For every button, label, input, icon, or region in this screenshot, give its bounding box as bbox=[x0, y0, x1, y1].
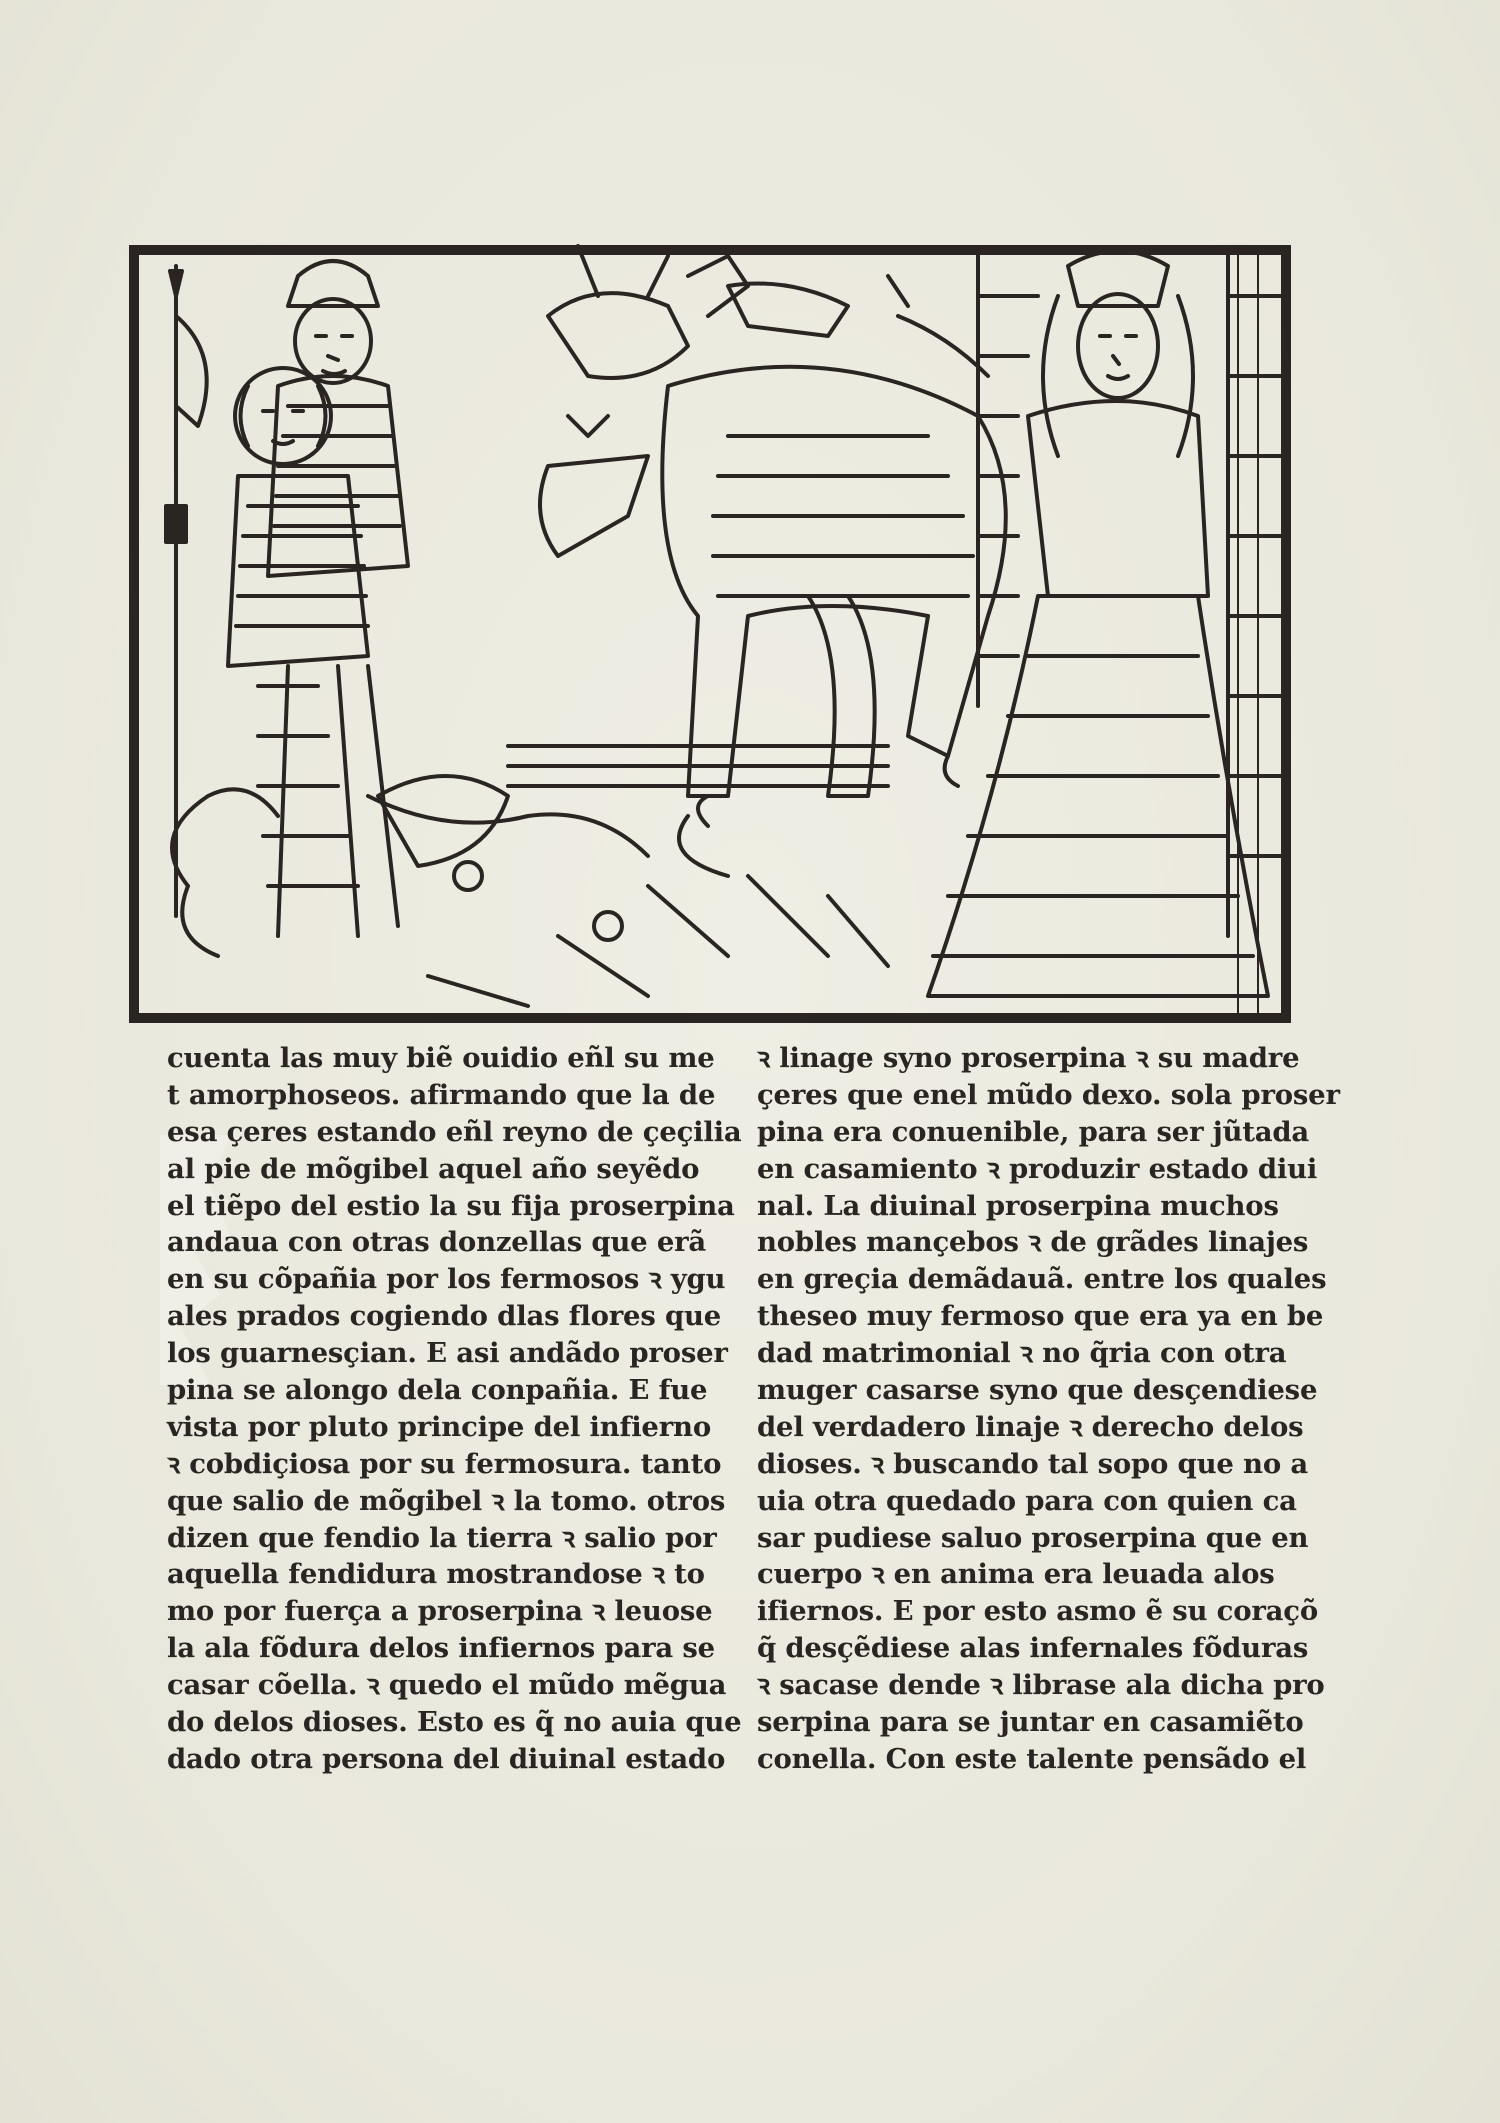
proserpina-face bbox=[1078, 294, 1158, 398]
text-line: el tiẽpo del estio la su fija proserpina bbox=[167, 1189, 735, 1222]
text-column-left bbox=[167, 1040, 742, 1778]
cerberus-head-right bbox=[728, 284, 848, 337]
text-line: uia otra quedado para con quien ca bbox=[757, 1484, 1297, 1517]
text-line: cuenta las muy biẽ ouidio eñl su me bbox=[167, 1042, 715, 1074]
text-line: en casamiento ꝛ produzir estado diui bbox=[757, 1152, 1318, 1185]
text-line: theseo muy fermoso que era ya en be bbox=[757, 1300, 1324, 1333]
woodcut-frame bbox=[134, 250, 1286, 1018]
halberd-blade bbox=[176, 316, 207, 426]
text-line: ꝛ linage syno proserpina ꝛ su madre bbox=[757, 1042, 1300, 1074]
proserpina-bodice bbox=[1028, 401, 1208, 596]
text-line: aquella fendidura mostrandose ꝛ to bbox=[167, 1558, 705, 1591]
text-line: dioses. ꝛ buscando tal sopo que no a bbox=[757, 1447, 1308, 1480]
text-line: esa çeres estando eñl reyno de çeçilia bbox=[167, 1115, 742, 1148]
cerberus-head-left bbox=[540, 456, 648, 556]
raised-hand bbox=[888, 276, 988, 376]
text-line: conella. Con este talente pensãdo el bbox=[757, 1742, 1307, 1775]
text-line: en greçia demãdauã. entre los quales bbox=[757, 1263, 1327, 1296]
text-column-right bbox=[757, 1040, 1340, 1778]
text-line: do delos dioses. Esto es q̃ no auia que bbox=[167, 1706, 742, 1739]
text-line: casar cõella. ꝛ quedo el mũdo mẽgua bbox=[167, 1669, 727, 1702]
text-line: serpina para se juntar en casamiẽto bbox=[757, 1706, 1304, 1739]
text-line: q̃ desçẽdiese alas infernales fõduras bbox=[757, 1632, 1309, 1665]
soldier-face bbox=[295, 299, 371, 383]
text-line: los guarnesçian. E asi andãdo proser bbox=[167, 1337, 728, 1370]
chain bbox=[368, 796, 648, 856]
text-line: ifiernos. E por esto asmo ẽ su coraçõ bbox=[757, 1595, 1318, 1628]
text-line: dizen que fendio la tierra ꝛ salio por bbox=[167, 1521, 717, 1554]
text-line: del verdadero linaje ꝛ derecho delos bbox=[757, 1410, 1304, 1443]
text-line: nal. La diuinal proserpina muchos bbox=[757, 1189, 1279, 1222]
text-line: ꝛ cobdiçiosa por su fermosura. tanto bbox=[167, 1447, 722, 1480]
text-line: çeres que enel mũdo dexo. sola proser bbox=[757, 1078, 1340, 1111]
cerberus-head-top bbox=[548, 293, 688, 378]
text-line: ales prados cogiendo dlas flores que bbox=[167, 1300, 722, 1333]
text-line: mo por fuerça a proserpina ꝛ leuose bbox=[167, 1595, 713, 1628]
text-line: sar pudiese saluo proserpina que en bbox=[757, 1521, 1309, 1554]
woodcut-drawing bbox=[128, 236, 1301, 1026]
text-line: ꝛ sacase dende ꝛ librase ala dicha pro bbox=[757, 1669, 1325, 1702]
text-line: muger casarse syno que desçendiese bbox=[757, 1374, 1318, 1407]
text-line: pina se alongo dela conpañia. E fue bbox=[167, 1374, 708, 1407]
text-line: dad matrimonial ꝛ no q̃ria con otra bbox=[757, 1337, 1287, 1370]
text-line: en su cõpañia por los fermosos ꝛ ygu bbox=[167, 1263, 726, 1296]
text-line: que salio de mõgibel ꝛ la tomo. otros bbox=[167, 1484, 726, 1517]
text-line: pina era conuenible, para ser jũtada bbox=[757, 1115, 1310, 1148]
text-line: vista por pluto principe del infierno bbox=[167, 1410, 711, 1443]
text-line: dado otra persona del diuinal estado bbox=[167, 1742, 726, 1775]
woodcut-illustration bbox=[128, 236, 1301, 1026]
text-line: nobles mançebos ꝛ de grãdes linajes bbox=[757, 1226, 1309, 1259]
text-line: andaua con otras donzellas que erã bbox=[167, 1226, 707, 1259]
text-line: la ala fõdura delos infiernos para se bbox=[167, 1632, 715, 1665]
text-line: cuerpo ꝛ en anima era leuada alos bbox=[757, 1558, 1275, 1591]
proserpina-crown bbox=[1068, 251, 1168, 306]
text-line: al pie de mõgibel aquel año seyẽdo bbox=[167, 1152, 700, 1185]
text-line: t amorphoseos. afirmando que la de bbox=[167, 1078, 716, 1111]
